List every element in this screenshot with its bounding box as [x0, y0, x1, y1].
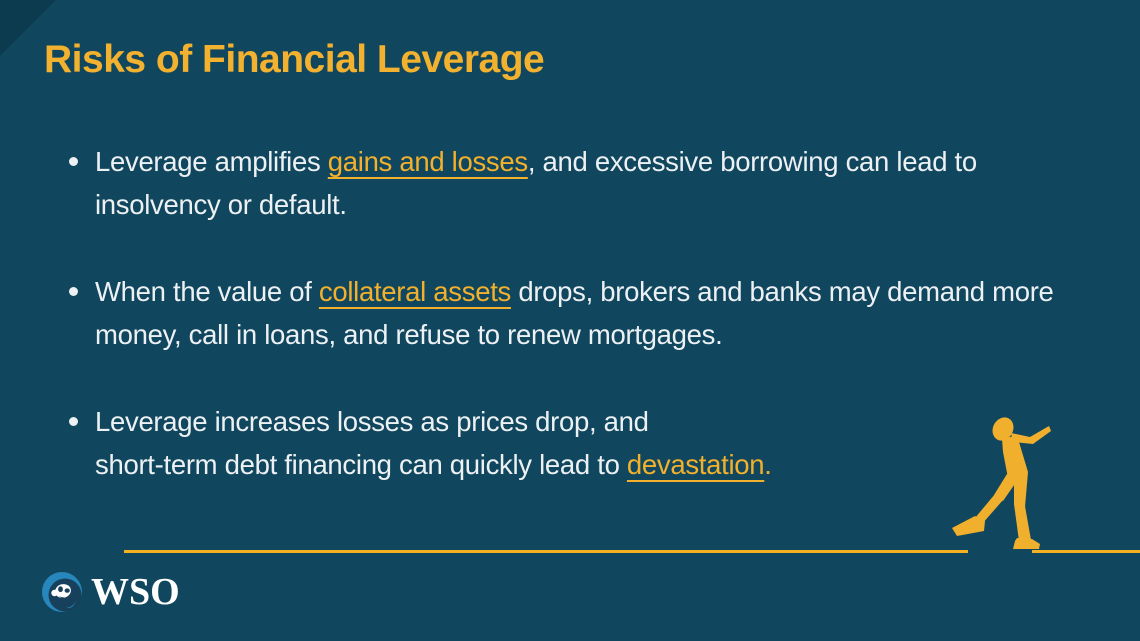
- wso-monkey-icon: [42, 572, 82, 612]
- divider-line: [124, 550, 968, 553]
- page-title: Risks of Financial Leverage: [44, 38, 545, 81]
- bullet-item-2: [66, 270, 1068, 356]
- bullet-3-line1: Leverage increases losses as prices drop, and: [95, 406, 649, 437]
- bullet-1-pre: Leverage amplifies: [95, 146, 328, 177]
- bullet-3-line2-post: .: [764, 449, 772, 480]
- link-gains-and-losses[interactable]: gains and losses: [327, 146, 528, 177]
- wso-wordmark: WSO: [91, 571, 180, 613]
- link-devastation[interactable]: devastation: [626, 449, 765, 480]
- bullet-item-3: [66, 400, 1068, 486]
- bullet-item-1: [66, 140, 1068, 226]
- bullet-list: [66, 140, 1068, 530]
- link-collateral-assets[interactable]: collateral assets: [318, 276, 511, 307]
- bullet-3-line2-pre: short-term debt financing can quickly lead to: [95, 449, 627, 480]
- bullet-2-pre: When the value of: [95, 276, 319, 307]
- bullet-2-post: drops, brokers and banks may demand more money, call in loans, and refuse to renew mortgages.: [95, 276, 1054, 350]
- bullet-1-post: , and excessive borrowing can lead to insolvency or default.: [95, 146, 977, 220]
- footer-logo: [42, 572, 180, 612]
- falling-person-icon: [950, 408, 1070, 558]
